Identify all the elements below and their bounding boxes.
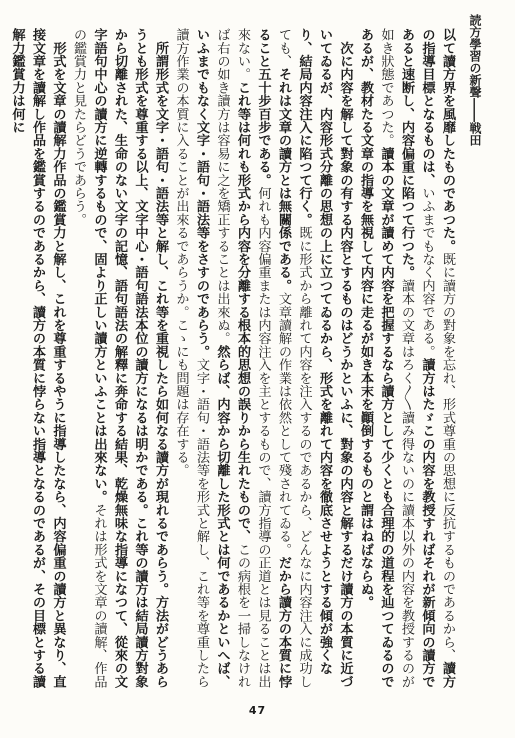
text-run: 乾燥無味な指導になつて、從來の文字語句中心の讀方に逆轉するもので、 bbox=[91, 28, 127, 689]
text-run: それは形式を文章の讀解、作品の鑑賞力と見たらどうであらう。 bbox=[71, 28, 107, 689]
paragraph bbox=[6, 28, 68, 694]
text-run: 讀方はたゞこの内容を教授すればそれが新傾向の讀方であると速断し、 bbox=[399, 28, 435, 689]
text-run: こゝにも問題は存在する。 bbox=[173, 318, 189, 477]
text-run: これ等の讀方は結局讀方對象から切離された、生命のない文字の記憶、語句語法の解釋に奔命する結果、 bbox=[112, 28, 148, 689]
text-run: 讀方の指導目標となるものは、 bbox=[419, 28, 455, 689]
paragraph-indent bbox=[338, 28, 353, 41]
paragraph bbox=[355, 28, 458, 694]
paragraph bbox=[170, 28, 355, 694]
text-run: それは文章の讀方とは無關係である。 bbox=[276, 67, 291, 293]
text-run: いふまでもなく内容である。 bbox=[419, 186, 435, 359]
text-run: 何れも内容偏重または内容注入を主とするもので、讀方指導の正道とは見ることは出來ない。 bbox=[235, 28, 271, 689]
paragraph bbox=[68, 28, 171, 694]
text-run: その目標とする讀解力鑑賞力は何に bbox=[9, 28, 45, 689]
text-run: いふまでもなく文字・語句・語法等をさすのであらう。 bbox=[194, 28, 209, 358]
text-run: この病根を一掃しなければ右の如き讀方は容易に之を矯正することは出來ぬ。 bbox=[214, 28, 250, 689]
text-run: 既に形式から離れて内容を注入するのであるから、どんなに内容注入に成功しても、 bbox=[276, 28, 312, 689]
text-run: 教材たる文章の指導を無視して内容に走るが如き本末を顚倒するものと謂はねばならぬ。 bbox=[358, 80, 373, 609]
text-run: 内容偏重の讀方と異なり、直接文章を讀解し作品を鑑賞するのであるから、 bbox=[30, 28, 66, 689]
body-text bbox=[9, 28, 457, 694]
text-run: だから讀方の本質に悖ること五十步百步である。 bbox=[255, 28, 291, 689]
paragraph-indent bbox=[51, 28, 66, 41]
text-run: 固より正しい讀方といふことは出來ない。 bbox=[91, 252, 107, 504]
page-number: 47 bbox=[248, 704, 267, 717]
text-run: 所謂形式を文字・語句・語法等と解し、これ等を重視したら如何なる讀方が現れるであらう。 bbox=[153, 41, 168, 596]
text-run: 以て讀方界を風靡したものであつた。 bbox=[440, 28, 455, 253]
text-run: 文字・語句・語法等を形式と解し、これ等を尊重したら讀方作業の本質に入ることが出來るであらうか。 bbox=[173, 28, 209, 688]
running-header: 読方學習の新聲――戦田 bbox=[468, 14, 482, 146]
paragraph-indent bbox=[153, 28, 168, 41]
text-run: 讀本の文章が讀めて内容を把握するなら讀方として少くとも合理的の道程を辿つてゐるのであるが、 bbox=[358, 28, 394, 689]
text-run: 内容偏重に陷つて行つた。 bbox=[399, 120, 414, 279]
text-run: 内容形式分離の思想の上に立つてゐるから、 bbox=[317, 107, 332, 372]
text-run: 對象の内容と解するだけ讀方の本質に近づいてゐるが、 bbox=[317, 28, 353, 689]
text-run: 文章讀解の作業は依然として殘されてゐる。 bbox=[276, 292, 291, 557]
text-run: 讀本の文章はろく〳〵讀み得ないのに讀本以外の内容を教授するのが如き狀態であつた。 bbox=[378, 28, 414, 689]
text-run: 然らば、内容から切離した形式とは何であるかといへば、 bbox=[214, 344, 230, 689]
text-run: 結局内容注入に陷つて行く。 bbox=[296, 54, 312, 227]
text-run: 形式を離れて内容を徹底させようとする傾が強くなり、 bbox=[296, 28, 332, 675]
text-run: 次に内容を解して對象の有する内容とするものはどうかといふに、 bbox=[337, 41, 353, 438]
text-run: 方法がどうあらうとも形式を尊重する以上、文字中心・語句語法本位の讀方になるは明かである。 bbox=[132, 28, 168, 689]
text-run: 既に讀方の對象を忘れ、形式尊重の思想に反抗するものであるから、 bbox=[440, 252, 455, 662]
text-run: 讀方の本質に悖らない指導となるのであるが、 bbox=[30, 305, 45, 583]
text-run: これ等は何れも形式から内容を分離する根本的思想の誤りから生れたもので、 bbox=[235, 80, 250, 543]
text-run: 形式を文章の讀解力作品の鑑賞力と解し、 bbox=[50, 41, 66, 293]
text-run: これを尊重するやうに指導したなら、 bbox=[50, 292, 66, 517]
